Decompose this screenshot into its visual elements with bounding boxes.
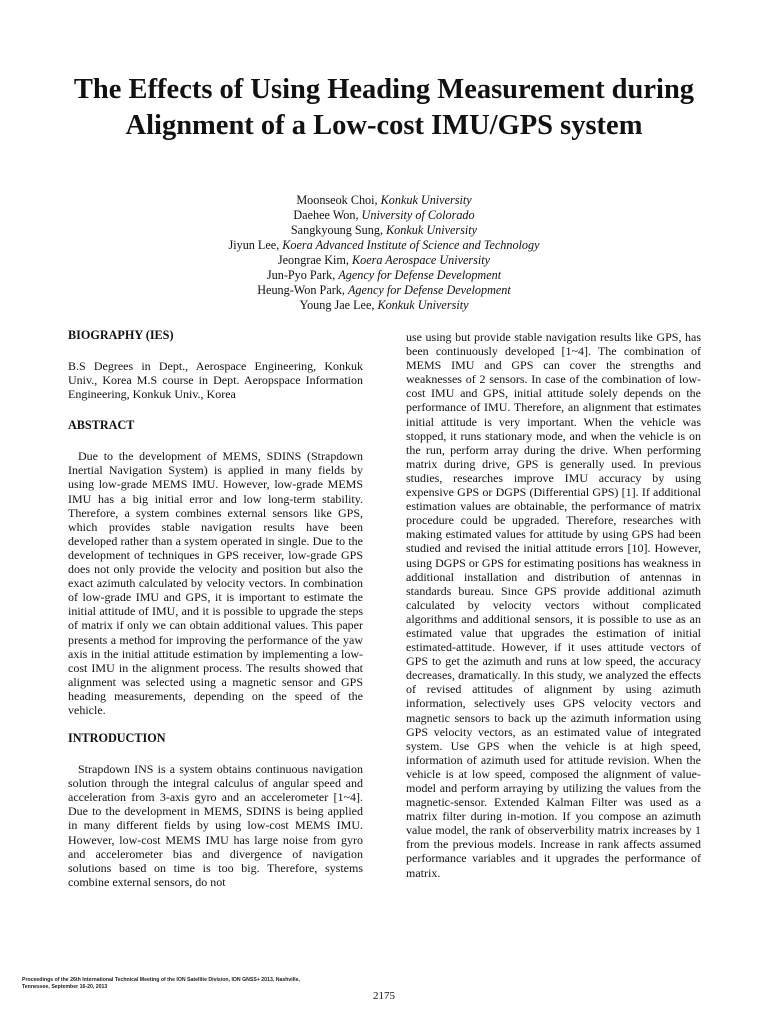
page-number: 2175 (373, 990, 395, 1002)
left-column (68, 328, 363, 889)
author-list (60, 193, 708, 313)
author-affiliation: University of Colorado (361, 208, 475, 222)
author-affiliation: Koera Advanced Institute of Science and Technology (282, 238, 540, 252)
author-line (60, 283, 708, 298)
author-line (60, 193, 708, 208)
author-line (60, 238, 708, 253)
author-name: Heung-Won Park, (257, 283, 348, 297)
paper-title: The Effects of Using Heading Measurement during Alignment of a Low-cost IMU/GPS system (73, 74, 695, 141)
author-affiliation: Konkuk University (386, 223, 478, 237)
introduction-text-left: Strapdown INS is a system obtains continuous navigation solution through the integral calculus of angular speed and acceleration from 3-axis gyro and an accelerometer [1~4]. Due to the development in MEMS, SDINS is being applied in many different fields by using low-cost MEMS IMU. However, low-cost MEMS IMU has large noise from gyro and accelerometer bias and divergence of navigation solutions based on time is too big. Therefore, systems combine external sensors, do not (68, 762, 363, 889)
author-name: Young Jae Lee, (299, 298, 378, 312)
author-name: Jeongrae Kim, (277, 253, 352, 267)
author-name: Jiyun Lee, (228, 238, 283, 252)
right-column (406, 330, 701, 880)
author-affiliation: Konkuk University (380, 193, 472, 207)
abstract-text: Due to the development of MEMS, SDINS (Strapdown Inertial Navigation System) is applied in many fields by using low-grade MEMS IMU. However, low-grade MEMS IMU has a big initial error and low long-term stability. Therefore, a system combines external sensors like GPS, which provides stable navigation results have been developed rather than a system operated in single. Due to the development of techniques in GPS receiver, low-grade GPS does not only provide the velocity and position but also the exact azimuth calculated by velocity vectors. In combination of low-grade IMU and GPS, it is important to estimate the initial attitude of IMU, and it is possible to upgrade the steps of matrix if only we can obtain additional values. This paper presents a method for improving the performance of the yaw axis in the initial attitude estimation by implementing a low-cost IMU in the alignment process. The results showed that alignment was selected using a magnetic sensor and GPS heading measurements, depending on the speed of the vehicle. (68, 449, 363, 717)
author-affiliation: Agency for Defense Development (347, 283, 511, 297)
author-affiliation: Koera Aerospace University (352, 253, 491, 267)
abstract-heading: ABSTRACT (68, 418, 135, 433)
proceedings-footnote: Proceedings of the 26th International Technical Meeting of the ION Satellite Division, ION GNSS+ 2013, Nashville, Tennessee, September 16-20, 2013 (22, 977, 300, 990)
author-line (60, 268, 708, 283)
author-name: Moonseok Choi, (296, 193, 381, 207)
author-line (60, 298, 708, 313)
author-name: Sangkyoung Sung, (290, 223, 387, 237)
author-name: Jun-Pyo Park, (266, 268, 339, 282)
author-affiliation: Agency for Defense Development (338, 268, 502, 282)
biography-heading: BIOGRAPHY (IES) (68, 328, 174, 342)
author-name: Daehee Won, (293, 208, 362, 222)
author-line (60, 223, 708, 238)
author-affiliation: Konkuk University (377, 298, 469, 312)
introduction-text-right: use using but provide stable navigation results like GPS, has been continuously developed [1~4]. The combination of MEMS IMU and GPS can cover the strengths and weaknesses of 2 sensors. In case of the combination of low-cost IMU and GPS, initial attitude solely depends on the performance of IMU. Therefore, an alignment that estimates initial attitude is very important. When the vehicle was stopped, it runs stationary mode, and when the vehicle is on the run, perform array during the drive. When performing matrix during drive, GPS is generally used. In previous studies, researches improve IMU accuracy by using expensive GPS or DGPS (Differential GPS) [1]. If additional estimation values are obtainable, the performance of matrix procedure could be upgraded. Therefore, researches with making estimated values for attitude by using GPS had been studied and revised the initial attitude errors [10]. However, using DGPS or GPS for estimating positions has weakness in additional installation and distribution of antennas in standards bureau. Since GPS provide additional azimuth calculated by velocity vectors without complicated algorithms and additional sensors, it is possible to use as an estimated value that upgrades the estimation of initial estimated-attitude. However, if it uses attitude vectors of GPS to get the azimuth and runs at low speed, the accuracy decreases, dramatically. In this study, we analyzed the effects of revised attitudes of alignment by using azimuth information, selectively uses GPS velocity vectors and magnetic sensors to back up the azimuth information using GPS velocity vectors, as an estimated value of integrated system. Use GPS when the vehicle is at high speed, information of azimuth used for attitude revision. When the vehicle is at low speed, composed the alignment of value-model and perform arraying by utilizing the values from the magnetic-sensor. Extended Kalman Filter was used as a matrix filter during in-motion. If you compose an azimuth value model, the rank of observerbility matrix increases by 1 from the previous models. Increase in rank affects assumed performance variables and it upgrades the performance of matrix. (406, 330, 701, 880)
biography-text: B.S Degrees in Dept., Aerospace Engineering, Konkuk Univ., Korea M.S course in Dept. Aeropspace Information Engineering, Konkuk Univ., Korea (68, 359, 363, 402)
introduction-heading: INTRODUCTION (68, 731, 166, 746)
author-line (60, 253, 708, 268)
author-line (60, 208, 708, 223)
